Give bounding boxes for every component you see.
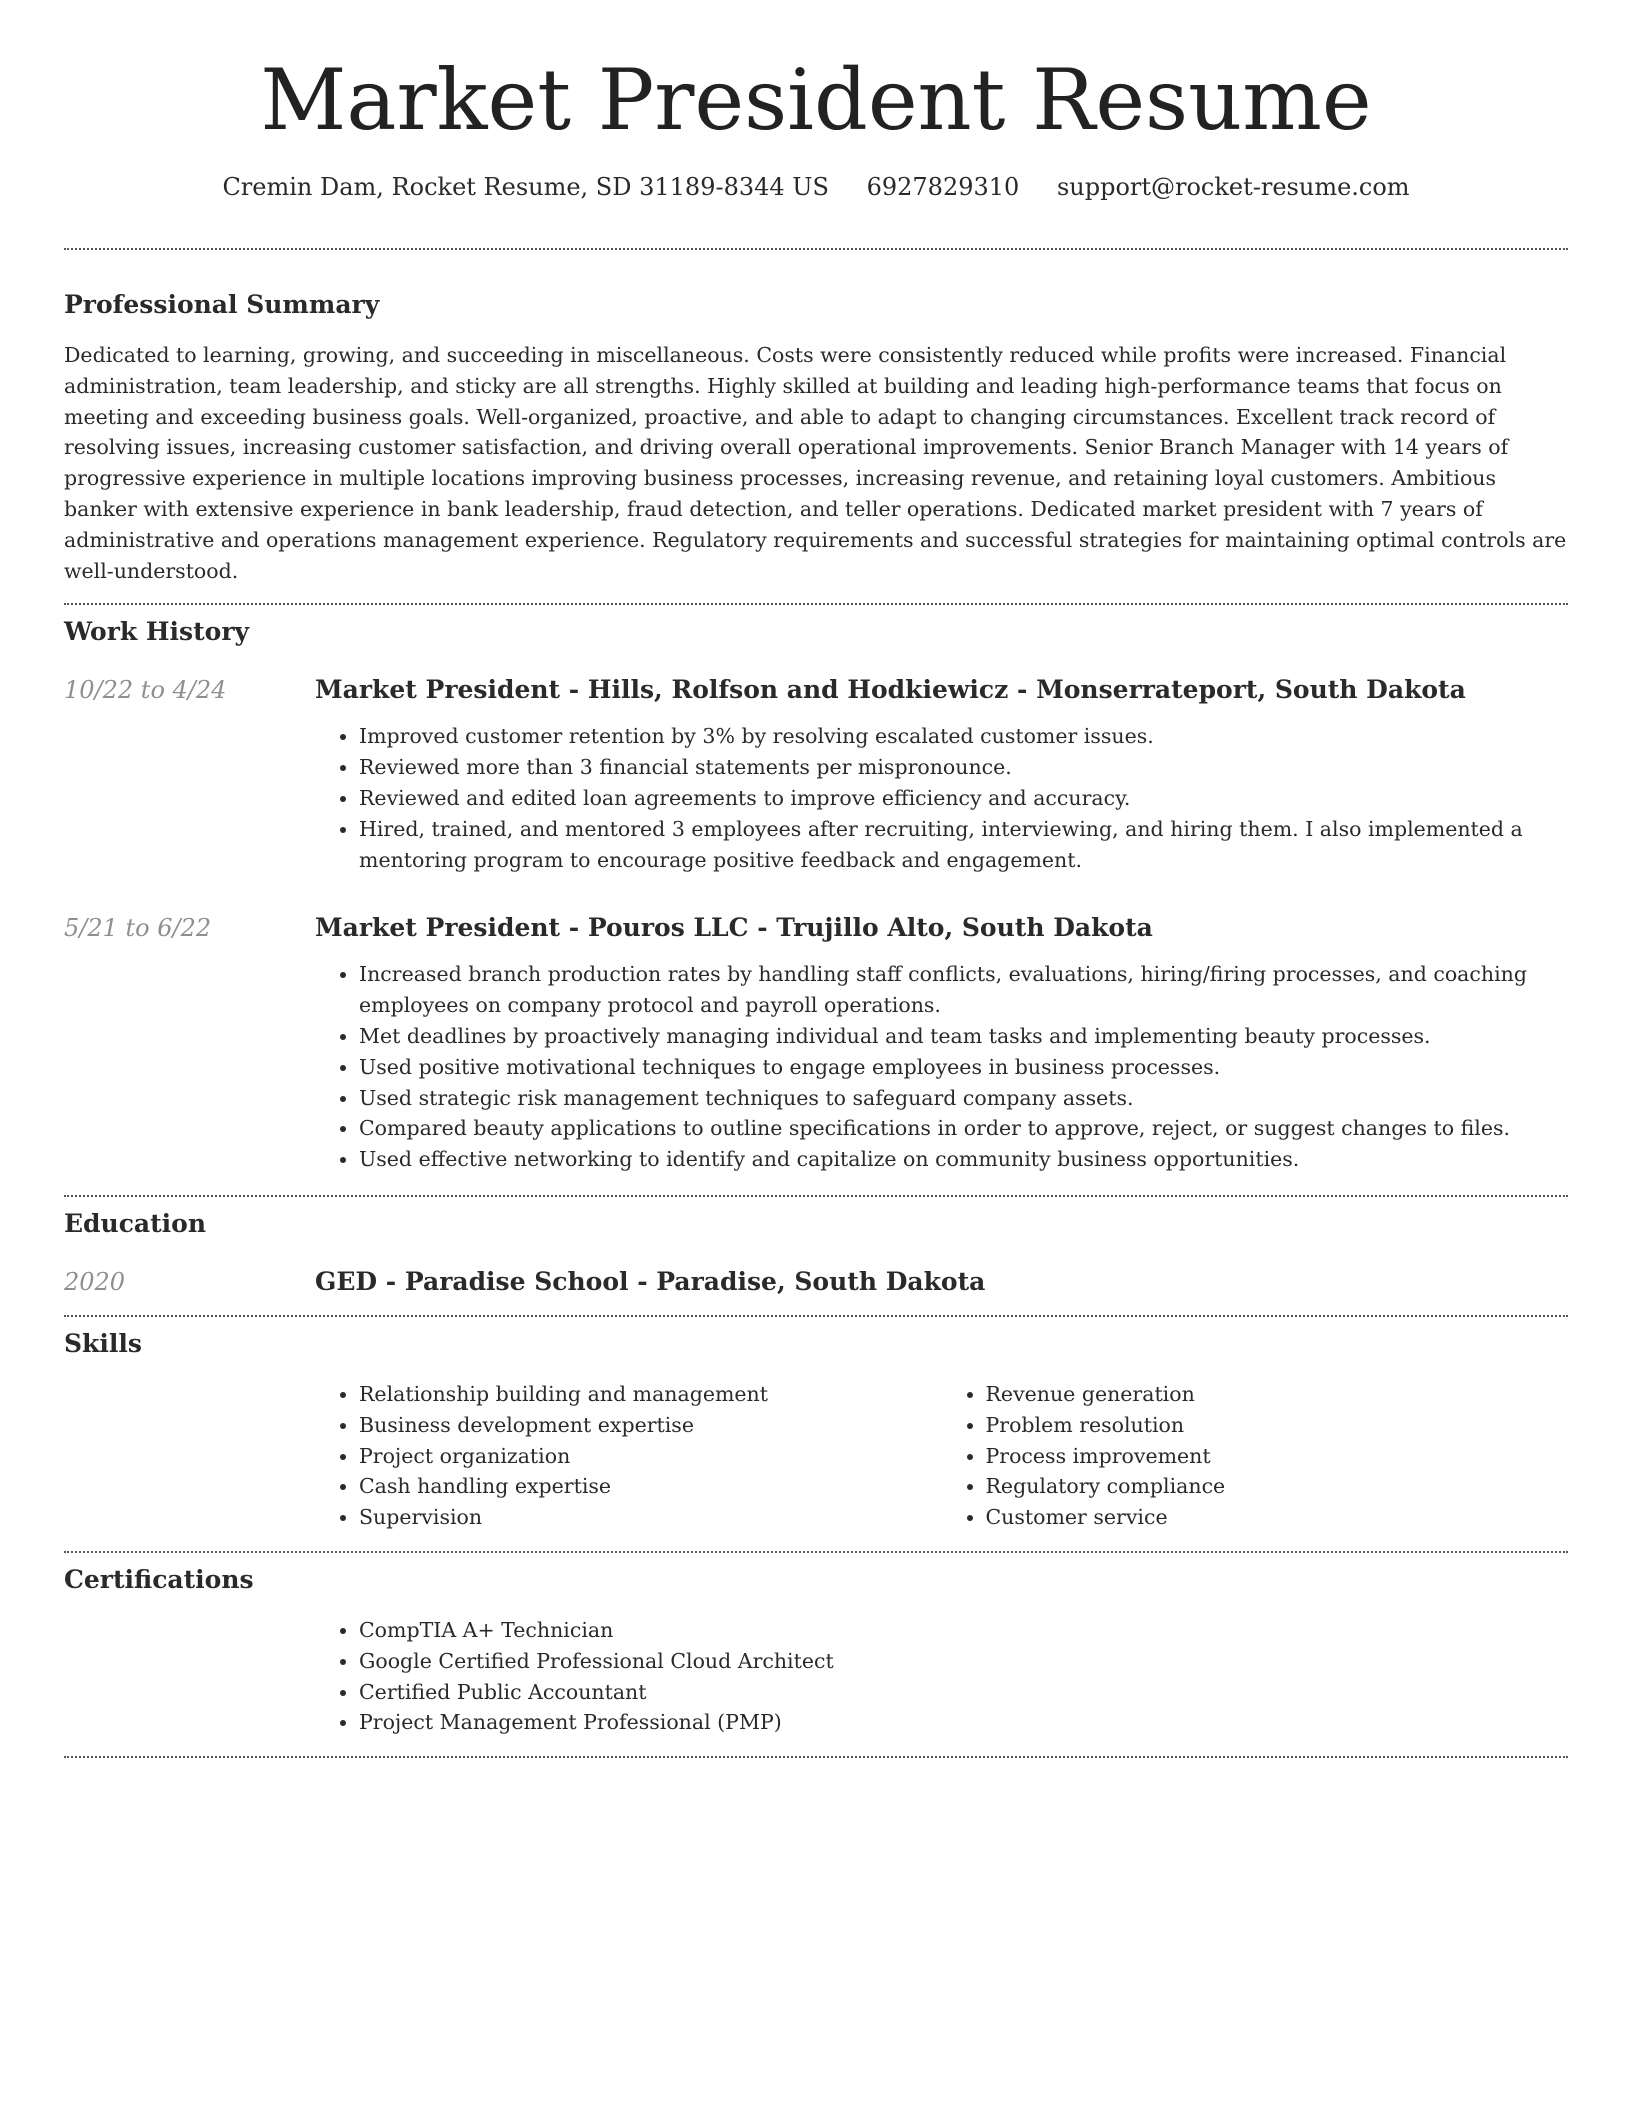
divider <box>64 1756 1568 1758</box>
list-item: • Used positive motivational techniques to engage employees in business processes. <box>359 1052 1568 1083</box>
section-heading: Certifications <box>64 1564 254 1594</box>
job-entry <box>64 913 1568 1175</box>
contact-email: support@rocket-resume.com <box>1056 173 1410 201</box>
contact-address: Cremin Dam, Rocket Resume, SD 31189-8344 US <box>222 173 829 201</box>
certifications-list <box>315 1615 1568 1738</box>
section-work-history <box>64 605 1568 1175</box>
resume-title: Market President Resume <box>260 51 1372 149</box>
job-dates: 5/21 to 6/22 <box>64 914 212 943</box>
section-skills <box>64 1317 1568 1533</box>
list-item: • Cash handling expertise <box>359 1471 942 1502</box>
list-item: • Compared beauty applications to outline specifications in order to approve, reject, or suggest changes to files. <box>359 1113 1568 1144</box>
list-item: • Improved customer retention by 3% by resolving escalated customer issues. <box>359 721 1568 752</box>
list-item: • Project Management Professional (PMP) <box>359 1707 1568 1738</box>
list-item: • Used effective networking to identify and capitalize on community business opportunities. <box>359 1144 1568 1175</box>
list-item: • Business development expertise <box>359 1410 942 1441</box>
list-item: • Relationship building and management <box>359 1379 942 1410</box>
education-title: GED - Paradise School - Paradise, South Dakota <box>315 1266 986 1296</box>
job-bullets <box>315 721 1568 875</box>
list-item: • Supervision <box>359 1502 942 1533</box>
job-bullets <box>315 959 1568 1175</box>
contact-phone: 6927829310 <box>866 173 1020 201</box>
job-dates: 10/22 to 4/24 <box>64 676 227 705</box>
job-title: Market President - Hills, Rolfson and Hodkiewicz - Monserrateport, South Dakota <box>315 675 1466 705</box>
skills-list-right <box>942 1379 1569 1533</box>
list-item: • CompTIA A+ Technician <box>359 1615 1568 1646</box>
list-item: • Customer service <box>986 1502 1569 1533</box>
skills-columns <box>315 1379 1568 1533</box>
section-heading: Skills <box>64 1328 142 1358</box>
job-title: Market President - Pouros LLC - Trujillo Alto, South Dakota <box>315 913 1153 943</box>
education-entry <box>64 1267 1568 1297</box>
list-item: • Process improvement <box>986 1441 1569 1472</box>
job-entry <box>64 675 1568 875</box>
section-professional-summary <box>64 250 1568 586</box>
list-item: • Project organization <box>359 1441 942 1472</box>
list-item: • Reviewed more than 3 financial statements per mispronounce. <box>359 752 1568 783</box>
section-certifications <box>64 1553 1568 1738</box>
list-item: • Reviewed and edited loan agreements to improve efficiency and accuracy. <box>359 783 1568 814</box>
summary-text: Dedicated to learning, growing, and succeeding in miscellaneous. Costs were consistently reduced while profits were increased. Financial administration, team leadership, and sticky are all strengths. Highly skilled at building and leading high-performance teams that focus on meeting and exceeding business goals. Well-organized, proactive, and able to adapt to changing circumstances. Excellent track record of resolving issues, increasing customer satisfaction, and driving overall operational improvements. Senior Branch Manager with 14 years of progressive experience in multiple locations improving business processes, increasing revenue, and retaining loyal customers. Ambitious banker with extensive experience in bank leadership, fraud detection, and teller operations. Dedicated market president with 7 years of administrative and operations management experience. Regulatory requirements and successful strategies for maintaining optimal controls are well-understood. <box>64 343 1567 583</box>
section-heading: Education <box>64 1208 207 1238</box>
list-item: • Google Certified Professional Cloud Architect <box>359 1646 1568 1677</box>
section-education <box>64 1197 1568 1297</box>
section-heading: Professional Summary <box>64 290 380 319</box>
section-heading: Work History <box>64 617 250 647</box>
list-item: • Certified Public Accountant <box>359 1677 1568 1708</box>
list-item: • Used strategic risk management techniques to safeguard company assets. <box>359 1083 1568 1114</box>
list-item: • Regulatory compliance <box>986 1471 1569 1502</box>
list-item: • Hired, trained, and mentored 3 employees after recruiting, interviewing, and hiring them. I also implemented a mentoring program to encourage positive feedback and engagement. <box>359 814 1568 876</box>
resume-page <box>64 0 1568 1758</box>
list-item: • Met deadlines by proactively managing individual and team tasks and implementing beauty processes. <box>359 1021 1568 1052</box>
contact-info <box>64 172 1568 202</box>
list-item: • Revenue generation <box>986 1379 1569 1410</box>
list-item: • Increased branch production rates by handling staff conflicts, evaluations, hiring/firing processes, and coaching employees on company protocol and payroll operations. <box>359 959 1568 1021</box>
list-item: • Problem resolution <box>986 1410 1569 1441</box>
skills-list-left <box>315 1379 942 1533</box>
education-date: 2020 <box>64 1267 126 1296</box>
